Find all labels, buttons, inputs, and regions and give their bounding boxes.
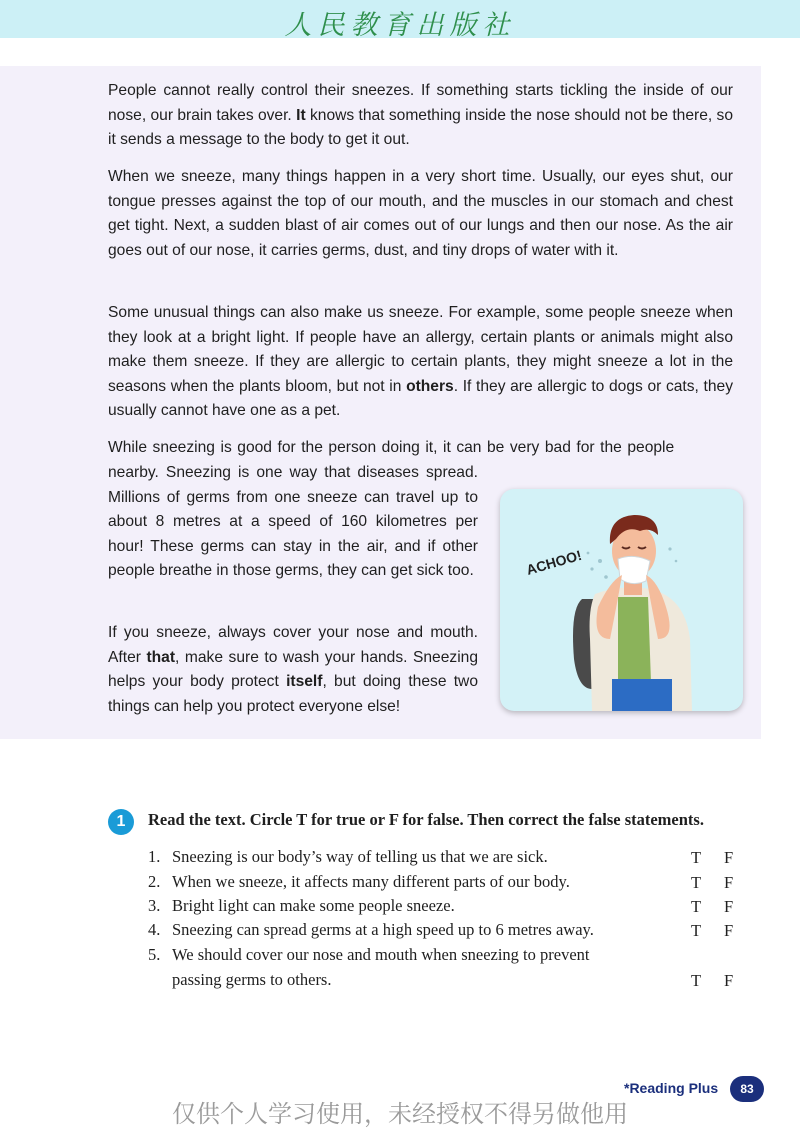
text-run: When we sneeze, many things happen in a very short time. Usually, our eyes shut, our tongue presses against the top of our mouth, and the muscles in our stomach and chest get tight. Next, a sudden blast of air comes out of our lungs and then our nose. As the air goes out of our nose, it carries germs, dust, and tiny drops of water with it. [108,168,733,259]
q3-true-option[interactable]: T [691,897,702,916]
q4-false-option[interactable]: F [724,921,734,940]
sneezing-person-image [500,489,743,711]
page-number: 83 [730,1076,764,1102]
text-run: nearby. Sneezing is one way that diseases spread. Millions of germs from one sneeze can travel up to about 8 metres at a speed of 160 kilometres per hour! These germs can stay in the air, and if other people breathe in those germs, they can get sick too. [108,464,478,580]
exercise-number-badge: 1 [108,809,134,835]
paragraph-5 [108,621,478,719]
text-run: Some unusual things can also make us sneeze. For example, some people sneeze when they look at a bright light. If people have an allergy, certain plants or animals might also make them sneeze. If they are allergic to certain plants, they might sneeze a lot in the seasons when the plants bloom, but not in [108,304,733,395]
paragraph-4-rest [108,461,478,584]
text-run: knows that something inside the nose should not be there, so it sends a message to the body to get it out. [108,106,734,149]
text-run: . If they are allergic to dogs or cats, they usually cannot have one as a pet. [108,377,733,420]
q2-false-option[interactable]: F [724,873,734,892]
question-2: 2. When we sneeze, it affects many different parts of our body. [148,872,570,891]
exercise-instruction: Read the text. Circle T for true or F for false. Then correct the false statements. [148,810,704,829]
emphasized-word: others [406,377,454,395]
q1-false-option[interactable]: F [724,848,734,867]
sneezing-illustration [500,489,743,711]
q5-false-option[interactable]: F [724,971,734,990]
text-run: , make sure to wash your hands. Sneezing helps your body protect [108,648,479,691]
q2-true-option[interactable]: T [691,873,702,892]
section-label: *Reading Plus [624,1080,719,1096]
q1-true-option[interactable]: T [691,848,702,867]
emphasized-word: that [146,648,176,666]
q5-true-option[interactable]: T [691,971,702,990]
achoo-caption: ACHOO! [524,546,584,578]
text-run: If you sneeze, always cover your nose and mouth. After [108,624,478,666]
text-run: While sneezing is good for the person doing it, it can be very bad for the people [108,439,675,456]
q4-true-option[interactable]: T [691,921,702,940]
watermark-text: 仅供个人学习使用，未经授权不得另做他用 [172,1100,628,1128]
question-5-continued: passing germs to others. [172,970,332,989]
question-1: 1. Sneezing is our body’s way of telling us that we are sick. [148,847,548,866]
paragraph-3 [108,301,733,424]
text-run: , but doing these two things can help you protect everyone else! [108,673,478,715]
q3-false-option[interactable]: F [724,897,734,916]
question-3: 3. Bright light can make some people sneeze. [148,896,455,915]
question-4: 4. Sneezing can spread germs at a high speed up to 6 metres away. [148,920,594,939]
paragraph-4-line-1 [108,436,733,461]
emphasized-word: itself [286,673,323,691]
paragraph-1 [108,79,733,153]
emphasized-word: It [296,106,306,124]
paragraph-2 [108,165,733,263]
text-run: People cannot really control their sneezes. If something starts tickling the inside of our nose, our brain takes over. [108,82,733,124]
publisher-logo: 人民教育出版社 [284,10,516,41]
question-5: 5. We should cover our nose and mouth when sneezing to prevent [148,945,590,964]
